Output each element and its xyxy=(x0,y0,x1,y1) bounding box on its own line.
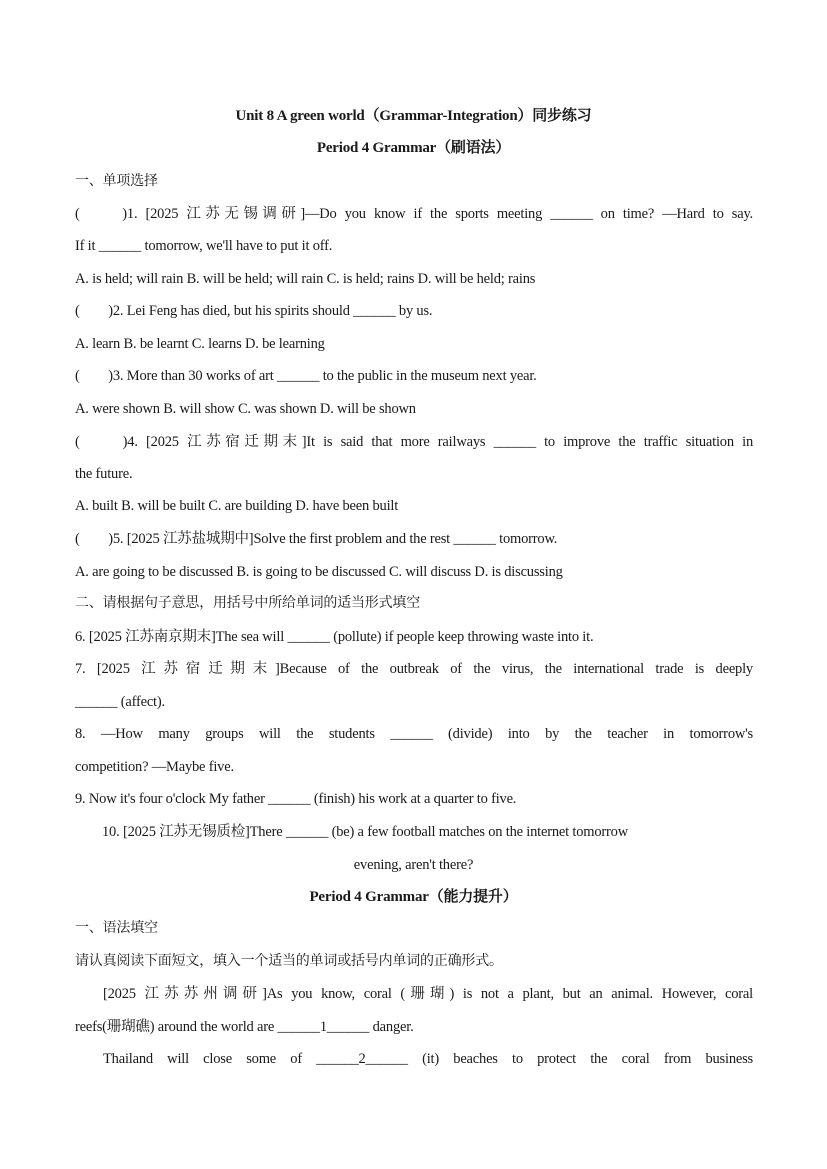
question-10-line-1: 10. [2025 江苏无锡质检]There ______ (be) a few football matches on the internet tomorrow xyxy=(102,824,628,840)
question-8-line-1: 8. —How many groups will the students ______ (divide) into by the teacher in tomorrow's xyxy=(75,726,753,742)
passage-paragraph-2-line-1: Thailand will close some of ______2______ (it) beaches to protect the coral from business xyxy=(103,1051,753,1067)
question-4-line-2: the future. xyxy=(75,466,133,482)
document-title: Unit 8 A green world（Grammar-Integration）同步练习 xyxy=(235,108,592,124)
question-1-options: A. is held; will rain B. will be held; will rain C. is held; rains D. will be held; rains xyxy=(75,271,536,287)
question-3-options: A. were shown B. will show C. was shown D. will be shown xyxy=(75,401,416,417)
period-heading-grammar: Period 4 Grammar（刷语法） xyxy=(316,140,511,156)
question-4-line-1: ( )4. [2025 江苏宿迁期末]It is said that more railways ______ to improve the traffic situation in xyxy=(75,434,753,450)
section-heading-single-choice: 一、单项选择 xyxy=(75,173,158,189)
instruction-text: 请认真阅读下面短文，填入一个适当的单词或括号内单词的正确形式。 xyxy=(75,953,503,969)
question-1-line-1: ( )1. [2025 江苏无锡调研]—Do you know if the sports meeting ______ on time? —Hard to say. xyxy=(75,206,753,222)
question-10-line-2: evening, aren't there? xyxy=(353,857,474,873)
passage-paragraph-1-line-2: reefs(珊瑚礁) around the world are ______1______ danger. xyxy=(75,1019,414,1035)
question-5: ( )5. [2025 江苏盐城期中]Solve the first problem and the rest ______ tomorrow. xyxy=(75,531,558,547)
period-heading-ability: Period 4 Grammar（能力提升） xyxy=(309,889,518,905)
question-9: 9. Now it's four o'clock My father ______ (finish) his work at a quarter to five. xyxy=(75,791,517,807)
question-8-line-2: competition? —Maybe five. xyxy=(75,759,234,775)
question-4-options: A. built B. will be built C. are building D. have been built xyxy=(75,498,399,514)
section-heading-fill-blank: 二、请根据句子意思，用括号中所给单词的适当形式填空 xyxy=(75,595,420,611)
question-5-options: A. are going to be discussed B. is going to be discussed C. will discuss D. is discussing xyxy=(75,564,563,580)
question-3: ( )3. More than 30 works of art ______ to the public in the museum next year. xyxy=(75,368,537,384)
question-6: 6. [2025 江苏南京期末]The sea will ______ (pollute) if people keep throwing waste into it. xyxy=(75,629,594,645)
question-7-line-2: ______ (affect). xyxy=(75,694,165,710)
question-7-line-1: 7. [2025 江苏宿迁期末]Because of the outbreak of the virus, the international trade is deeply xyxy=(75,661,753,677)
question-2: ( )2. Lei Feng has died, but his spirits should ______ by us. xyxy=(75,303,433,319)
section-heading-grammar-fill: 一、语法填空 xyxy=(75,920,158,936)
question-1-line-2: If it ______ tomorrow, we'll have to put it off. xyxy=(75,238,333,254)
question-2-options: A. learn B. be learnt C. learns D. be learning xyxy=(75,336,325,352)
passage-paragraph-1-line-1: [2025 江苏苏州调研]As you know, coral (珊瑚) is not a plant, but an animal. However, coral xyxy=(103,986,753,1002)
